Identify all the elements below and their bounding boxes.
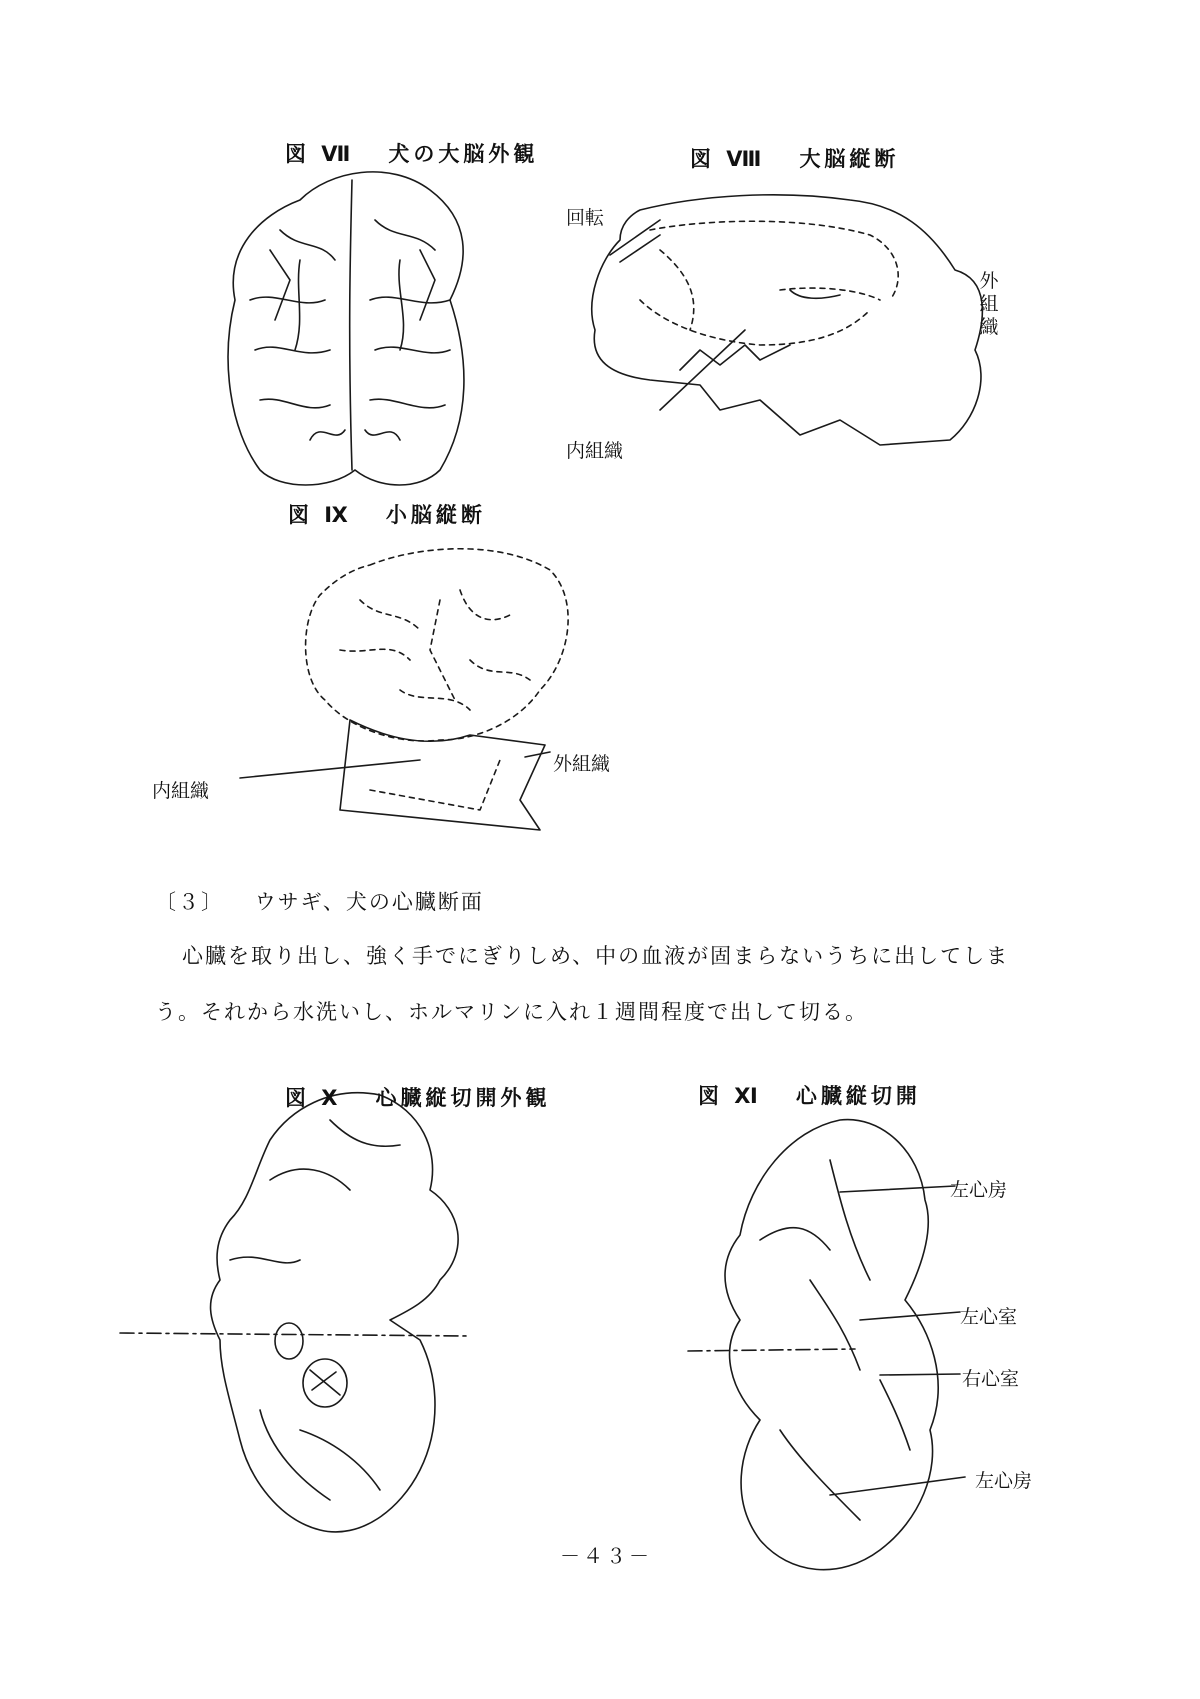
figure-8-title: [690, 143, 899, 173]
label-right-ventricle: 右心室: [962, 1368, 1020, 1390]
page-number: －４３－: [560, 1544, 652, 1568]
figure-7-title: [285, 138, 538, 168]
label-outer-tissue-fig9: 外組織: [553, 753, 611, 775]
figure-8-number: 図 Ⅷ: [690, 147, 766, 171]
cerebellum-section-drawing: [240, 549, 568, 830]
section-heading: [155, 886, 484, 916]
figure-11-title: [698, 1080, 921, 1110]
label-outer-char-1: 外: [979, 270, 999, 292]
figure-11-number: 図 Ⅺ: [698, 1084, 762, 1108]
body-paragraph-line-2: う。それから水洗いし、ホルマリンに入れ１週間程度で出して切る。: [155, 1000, 868, 1024]
body-paragraph-line-1: 心臓を取り出し、強く手でにぎりしめ、中の血液が固まらないうちに出してしま: [182, 944, 1010, 968]
figure-7-number: 図 Ⅶ: [285, 142, 355, 166]
label-left-atrium-top: 左心房: [950, 1179, 1008, 1201]
figure-9-title: [288, 499, 486, 529]
figure-9-number: 図 Ⅸ: [288, 503, 352, 527]
figure-7-caption: 犬の大脳外観: [388, 142, 539, 166]
label-inner-tissue-fig9: 内組織: [152, 780, 210, 802]
figure-10-title: [285, 1082, 551, 1112]
section-title: ウサギ、犬の心臓断面: [254, 890, 484, 914]
cerebrum-exterior-drawing: [228, 172, 464, 485]
heart-section-drawing: [688, 1120, 965, 1570]
label-left-atrium-bottom: 左心房: [975, 1470, 1033, 1492]
figure-10-caption: 心臓縦切開外観: [375, 1086, 551, 1110]
heart-exterior-drawing: [120, 1093, 470, 1532]
section-marker: 〔３〕: [155, 890, 224, 914]
label-inner-tissue-fig8: 内組織: [566, 440, 624, 462]
figure-9-caption: 小脳縦断: [385, 503, 486, 527]
label-outer-tissue-vertical: [978, 270, 1000, 339]
label-outer-char-3: 織: [979, 316, 999, 338]
label-gyrus: 回転: [566, 207, 605, 229]
figure-11-caption: 心臓縦切開: [795, 1084, 921, 1108]
cerebrum-section-drawing: [592, 195, 983, 445]
figure-10-number: 図 Ⅹ: [285, 1086, 342, 1110]
label-outer-char-2: 組: [979, 293, 999, 315]
figure-8-caption: 大脳縦断: [799, 147, 900, 171]
label-left-ventricle: 左心室: [960, 1306, 1018, 1328]
